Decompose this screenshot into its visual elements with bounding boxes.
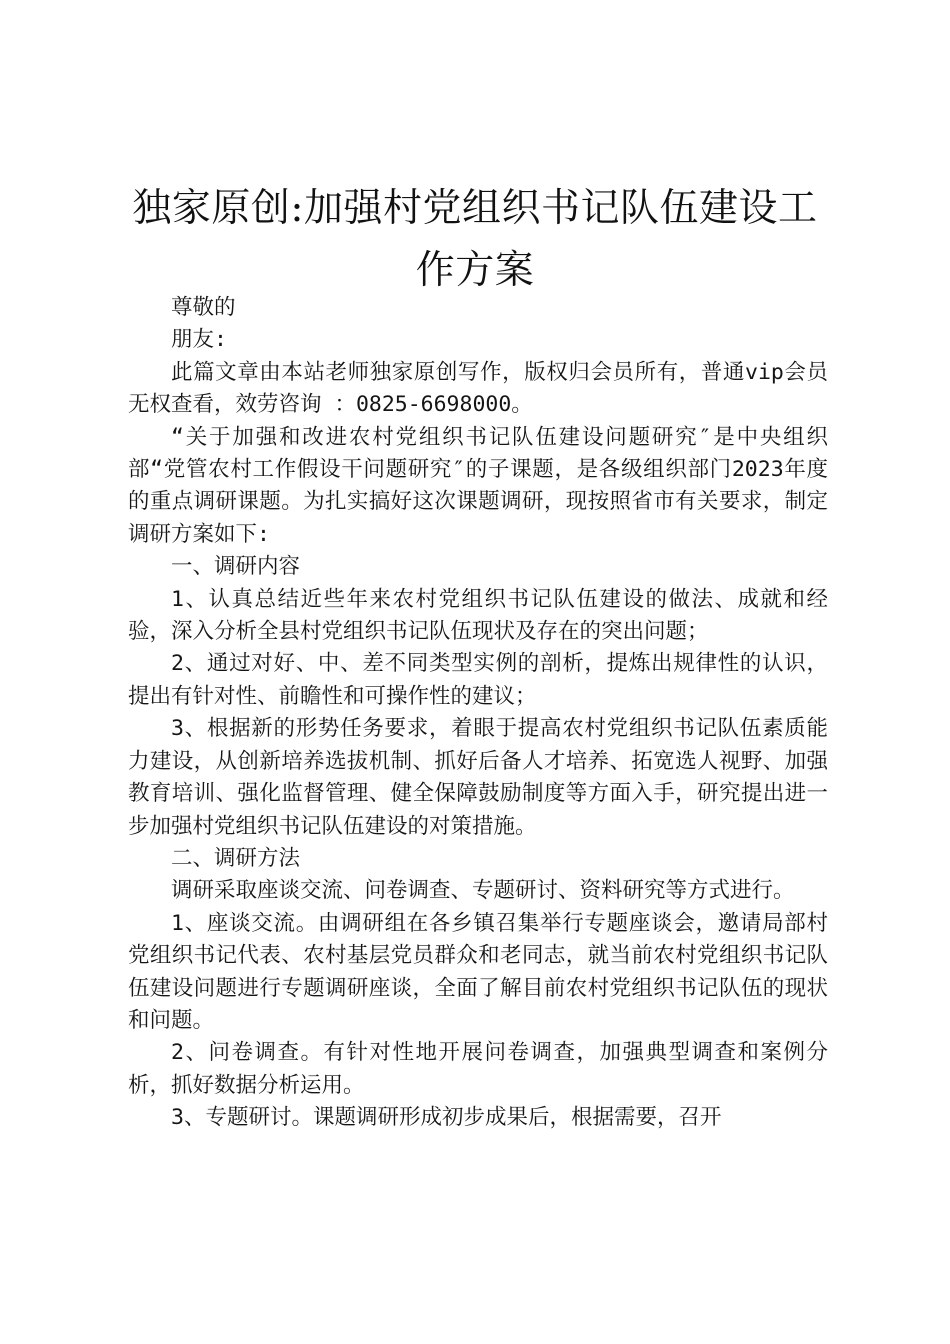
section-heading-method: 二、调研方法 bbox=[171, 845, 301, 871]
document-body bbox=[128, 292, 828, 1135]
copyright-notice: 此篇文章由本站老师独家原创写作，版权归会员所有，普通vip会员无权查看，效劳咨询 ：0825-6698000。 bbox=[128, 359, 828, 418]
document-title: 独家原创:加强村党组织书记队伍建设工作方案 bbox=[132, 186, 818, 293]
salutation-line-2: 朋友: bbox=[171, 327, 227, 353]
content-item-2: 2、通过对好、中、差不同类型实例的剖析，提炼出规律性的认识，提出有针对性、前瞻性和可操作性的建议； bbox=[128, 651, 828, 709]
intro-paragraph: “关于加强和改进农村党组织书记队伍建设问题研究″是中央组织部“党管农村工作假设干问题研究″的子课题，是各级组织部门2023年度的重点调研课题。为扎实搞好这次课题调研，现按照省市有关要求，制定调研方案如下: bbox=[128, 424, 828, 547]
section-heading-content: 一、调研内容 bbox=[171, 554, 301, 580]
method-intro: 调研采取座谈交流、问卷调查、专题研讨、资料研究等方式进行。 bbox=[171, 878, 795, 904]
salutation-line-1: 尊敬的 bbox=[171, 295, 236, 320]
content-item-3: 3、根据新的形势任务要求，着眼于提高农村党组织书记队伍素质能力建设，从创新培养选拔机制、抓好后备人才培养、拓宽选人视野、加强教育培训、强化监督管理、健全保障鼓励制度等方面入手，研究提出进一步加强村党组织书记队伍建设的对策措施。 bbox=[128, 716, 828, 839]
content-item-1: 1、认真总结近些年来农村党组织书记队伍建设的做法、成就和经验，深入分析全县村党组织书记队伍现状及存在的突出问题； bbox=[128, 586, 828, 645]
method-item-3: 3、专题研讨。课题调研形成初步成果后，根据需要，召开 bbox=[171, 1105, 722, 1131]
method-item-1: 1、座谈交流。由调研组在各乡镇召集举行专题座谈会，邀请局部村党组织书记代表、农村基层党员群众和老同志，就当前农村党组织书记队伍建设问题进行专题调研座谈，全面了解目前农村党组织书记队伍的现状和问题。 bbox=[128, 910, 828, 1033]
method-item-2: 2、问卷调查。有针对性地开展问卷调查，加强典型调查和案例分析，抓好数据分析运用。 bbox=[128, 1040, 828, 1098]
